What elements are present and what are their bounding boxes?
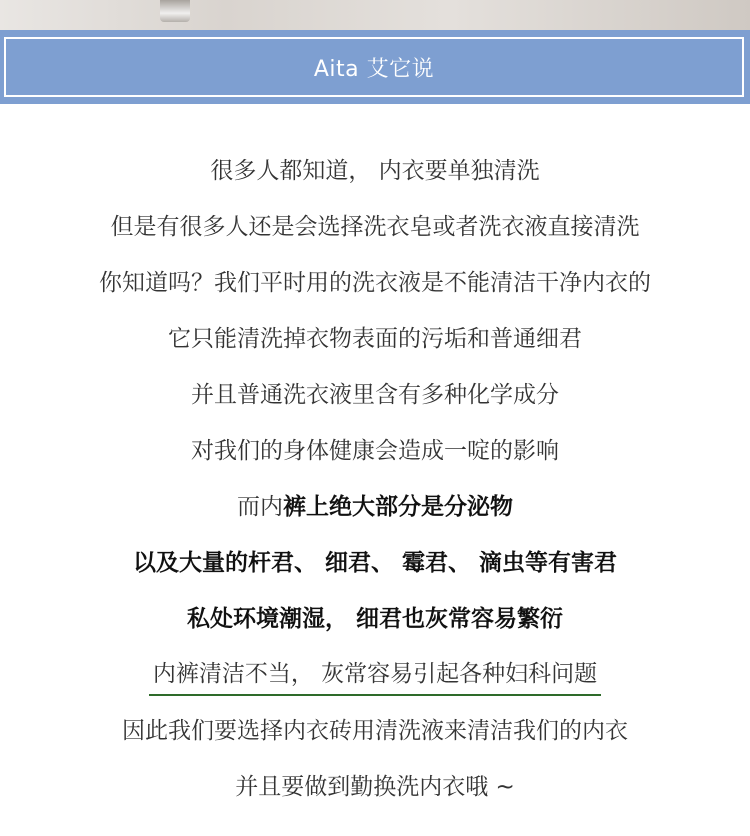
article-line-mixed [0,476,750,532]
article-line [0,420,750,476]
article-line-plain-part: 而内 [237,493,283,520]
article-line [0,700,750,756]
article-line-underlined [0,644,750,700]
article-body [0,140,750,812]
article-line-text: 私处环境潮湿， 细君也灰常容易繁衍 [186,605,563,632]
article-line-text: 因此我们要选择内衣砖用清洗液来清洁我们的内衣 [122,717,628,744]
article-line [0,308,750,364]
article-line-text: 你知道吗？我们平时用的洗衣液是不能清洁干净内衣的 [99,269,651,296]
article-line-text: 以及大量的杆君、 细君、 霉君、 滴虫等有害君 [132,549,618,576]
header-photo [0,0,750,30]
title-banner-frame [4,37,744,97]
article-line-bold [0,532,750,588]
article-line-text: 但是有很多人还是会选择洗衣皂或者洗衣液直接清洗 [110,213,640,240]
article-line [0,364,750,420]
article-line-text: 很多人都知道， 内衣要单独清洗 [210,157,540,184]
page-title: Aita 艾它说 [313,56,435,82]
article-line [0,252,750,308]
article-line-bold [0,588,750,644]
article-line-text: 并且要做到勤换洗内衣哦 ~ [235,773,515,800]
article-line [0,140,750,196]
article-line [0,756,750,812]
article-line-bold-part: 裤上绝大部分是分泌物 [283,493,513,520]
article-line-text: 内裤清洁不当， 灰常容易引起各种妇科问题 [149,655,601,696]
faucet-image [160,0,190,22]
article-line-text: 对我们的身体健康会造成一啶的影响 [191,437,559,464]
article-line [0,196,750,252]
article-line-text: 它只能清洗掉衣物表面的污垢和普通细君 [168,325,582,352]
article-line-text: 并且普通洗衣液里含有多种化学成分 [191,381,559,408]
title-banner [0,30,750,104]
